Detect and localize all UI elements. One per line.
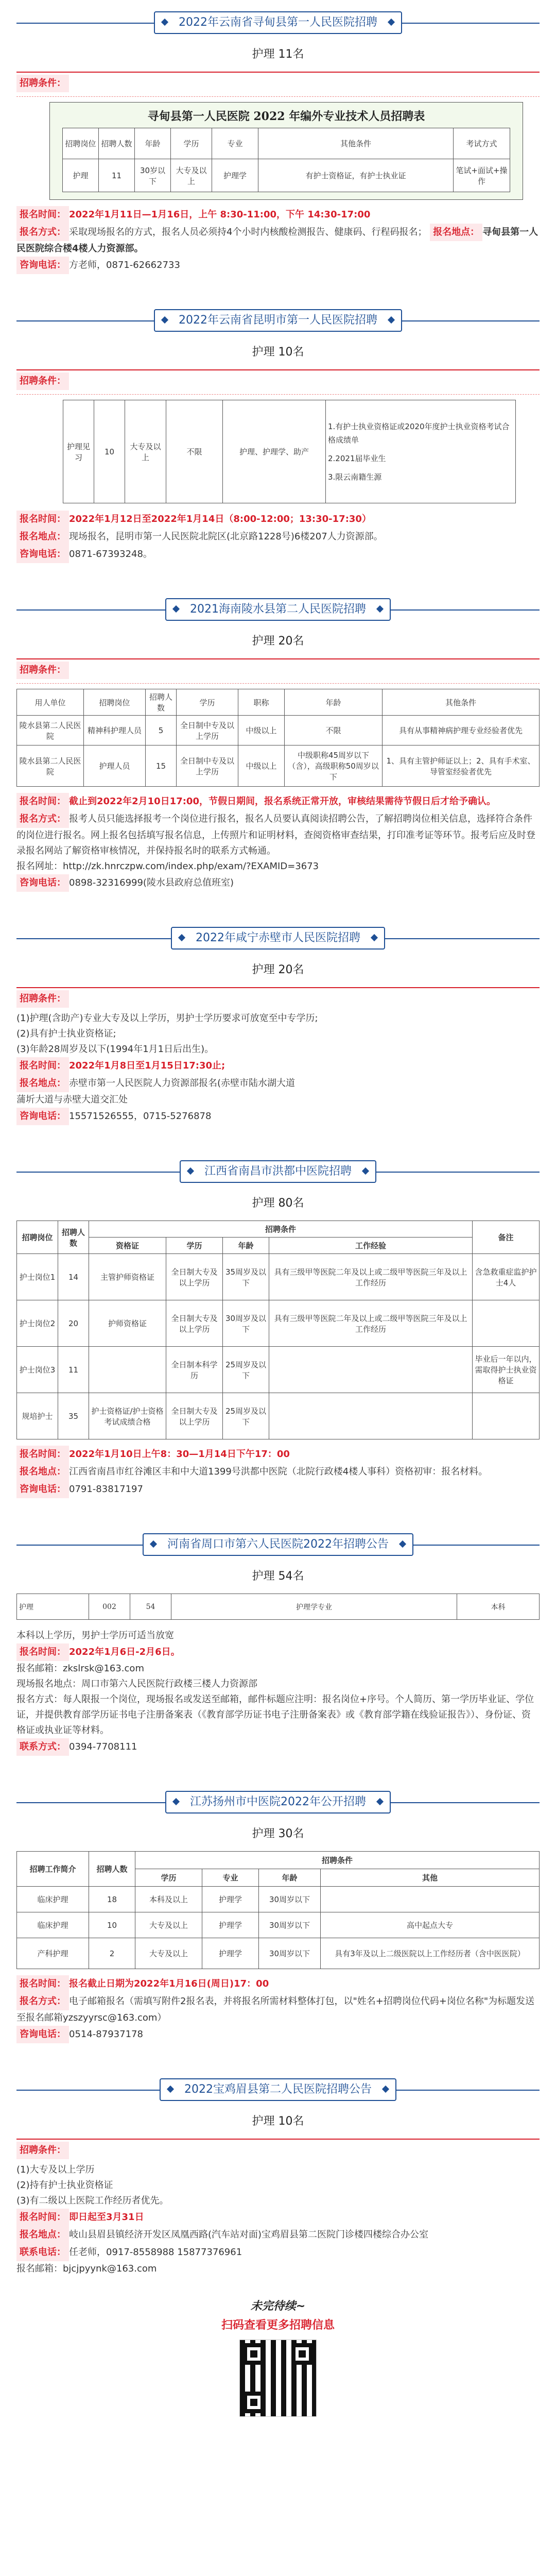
section-2 (16, 305, 540, 563)
table-cell: 产科护理 (17, 1938, 89, 1969)
table-cell: 15 (146, 745, 177, 787)
table-header-row (17, 1238, 540, 1254)
table-cell: 含急救重症监护护士4人 (473, 1254, 540, 1300)
label-conditions: 招聘条件： (16, 75, 69, 92)
table-cell (269, 1347, 473, 1393)
table-header-row (17, 689, 540, 716)
apply-time: 2022年1月12日至2022年1月14日（8:00-12:00；13:30-17:30） (69, 514, 371, 524)
section-4 (16, 923, 540, 1125)
condition-item: (2)具有护士执业资格证; (16, 1028, 116, 1039)
label-address: 报名地点： (430, 224, 482, 241)
table-cell: 具有三级甲等医院二年及以上或二级甲等医院三年及以上工作经历 (269, 1254, 473, 1300)
table-header: 招聘岗位 (17, 1221, 58, 1254)
quota: 护理 11名 (252, 48, 304, 61)
table-cell: 18 (89, 1887, 135, 1912)
table-cell: 全日制大专及以上学历 (166, 1393, 223, 1439)
recruit-table (16, 1221, 540, 1439)
table-cell: 护理 (17, 1594, 89, 1620)
table-cell: 毕业后一年以内，需取得护士执业资格证 (473, 1347, 540, 1393)
table-header: 招聘人数 (99, 128, 135, 159)
table-header-row (63, 128, 510, 159)
table-header: 学历 (177, 689, 238, 716)
table-cell: 精神科护理人员 (84, 716, 146, 745)
label-address: 现场报名地点： (16, 1679, 81, 1689)
table-group-header: 招聘条件 (89, 1221, 473, 1238)
table-cell: 本科及以上 (135, 1887, 202, 1912)
table-header: 年龄 (285, 689, 383, 716)
apply-address: 岐山县眉县镇经济开发区凤凰西路(汽车站对面)宝鸡眉县第二医院门诊楼四楼综合办公室 (69, 2229, 429, 2240)
table-cell: 54 (130, 1594, 171, 1620)
table-cell: 护理学 (202, 1912, 259, 1938)
apply-method: 电子邮箱报名（需填写附件2报名表，并将报名所需材料整体打包，以"姓名+招聘岗位代码+岗位名称"为标题发送至报名邮箱yzszyyrsc@163.com） (16, 1996, 535, 2023)
contact-phone: 0394-7708111 (69, 1741, 137, 1752)
quota: 护理 54名 (252, 1570, 304, 1583)
table-cell: 高中起点大专 (321, 1912, 540, 1938)
table-cell: 具有从事精神病护理专业经验者优先 (383, 716, 540, 745)
table-cell: 中级以上 (238, 745, 285, 787)
table-cell: 10 (94, 400, 125, 503)
quota: 护理 20名 (252, 963, 304, 976)
label-website: 报名网址： (16, 861, 63, 872)
table-row (17, 1300, 540, 1347)
table-cell: 主管护师资格证 (89, 1254, 166, 1300)
table-header: 招聘人数 (89, 1852, 135, 1887)
table-cell: 有护士资格证，有护士执业证 (258, 159, 454, 192)
section-title: 2022年咸宁赤壁市人民医院招聘 (171, 927, 385, 950)
quota: 护理 10名 (252, 2115, 304, 2128)
section-banner (16, 1787, 540, 1818)
section-1 (16, 7, 540, 274)
table-row (17, 1254, 540, 1300)
table-group-header: 招聘条件 (135, 1852, 540, 1869)
label-address: 报名地点： (16, 1463, 69, 1481)
label-phone: 咨询电话： (16, 257, 69, 274)
table-header: 其他 (321, 1869, 540, 1887)
table-row (17, 1938, 540, 1969)
apply-address: 赤壁市第一人民医院人力资源部报名(赤壁市陆水湖大道 (69, 1078, 296, 1089)
table-row (17, 745, 540, 787)
table-cell: 规培护士 (17, 1393, 58, 1439)
table-cell: 5 (146, 716, 177, 745)
table-cell: 全日制大专及以上学历 (166, 1254, 223, 1300)
apply-email[interactable]: bjcjpyynk@163.com (63, 2263, 157, 2274)
apply-method: 报考人员只能选择报考一个岗位进行报名，报名人员要认真阅读招聘公告，了解招聘岗位相关信息，选择符合条件的岗位进行报名。网上报名包括填写报名信息，上传照片和证明材料，查阅资格审查结果，打印准考证等环节。报考后应及时登录报名网站了解资格审核情况，并保持报名时的联系方式畅通。 (16, 814, 535, 856)
condition-item: (1)护理(含助产)专业大专及以上学历，男护士学历要求可放宽至中专学历; (16, 1013, 318, 1024)
table-cell: 临床护理 (17, 1912, 89, 1938)
table-cell: 35 (58, 1393, 89, 1439)
recruit-table (16, 1851, 540, 1969)
table-cell: 1、具有主管护师证以上；2、具有手术室、导管室经验者优先 (383, 745, 540, 787)
table-row (17, 1347, 540, 1393)
label-address: 报名地点： (16, 528, 69, 546)
contact-phone: 0791-83817197 (69, 1484, 143, 1495)
recruit-table (16, 689, 540, 787)
condition-item: 本科以上学历，男护士学历可适当放宽 (16, 1630, 174, 1641)
table-cell: 30周岁及以下 (223, 1300, 269, 1347)
label-email: 报名邮箱： (16, 1663, 63, 1674)
footer (16, 2297, 540, 2417)
section-banner (16, 923, 540, 954)
table-header: 工作经验 (269, 1238, 473, 1254)
apply-time: 截止到2022年2月10日17:00，节假日期间，报名系统正常开放，审核结果需待节假日后才给予确认。 (69, 796, 496, 807)
apply-website[interactable]: http://zk.hnrczpw.com/index.php/exam/?EXAMID=3673 (63, 861, 319, 872)
table-header: 资格证 (89, 1238, 166, 1254)
contact-phone: 方老师，0871-62662733 (69, 260, 180, 270)
label-time: 报名时间： (16, 511, 69, 528)
condition-item: 2.2021届毕业生 (328, 453, 386, 463)
table-cell: 护理、护理学、助产 (223, 400, 326, 503)
quota: 护理 20名 (252, 635, 304, 648)
label-time: 报名时间： (16, 793, 69, 810)
footer-scan-text: 扫码查看更多招聘信息 (221, 2319, 335, 2332)
table-cell: 25周岁及以下 (223, 1393, 269, 1439)
table-cell: 中级以上 (238, 716, 285, 745)
label-time: 报名时间： (16, 206, 69, 224)
section-8 (16, 2074, 540, 2277)
table-cell: 护师资格证 (89, 1300, 166, 1347)
table-header: 专业 (212, 128, 258, 159)
table-cell (321, 1887, 540, 1912)
label-method: 报名方式： (16, 224, 69, 241)
table-cell: 30周岁以下 (259, 1912, 321, 1938)
condition-item: (1)大专及以上学历 (16, 2164, 95, 2175)
condition-item: (3)年龄28周岁及以下(1994年1月1日后出生)。 (16, 1044, 214, 1055)
apply-time: 2022年1月8日至1月15日17:30止; (69, 1060, 225, 1071)
condition-item: 1.有护士执业资格证或2020年度护士执业资格考试合格成绩单 (328, 421, 510, 445)
table-cell: 全日制本科学历 (166, 1347, 223, 1393)
qr-code-icon[interactable] (239, 2340, 317, 2417)
label-address: 报名地点： (16, 2226, 69, 2244)
apply-time: 2022年1月11日—1月16日，上午 8:30-11:00，下午 14:30-17:00 (69, 209, 371, 220)
table-header: 其他条件 (383, 689, 540, 716)
table-header: 年龄 (135, 128, 171, 159)
table-header: 学历 (171, 128, 212, 159)
table-cell: 不限 (285, 716, 383, 745)
table-cell: 护士岗位1 (17, 1254, 58, 1300)
table-cell: 14 (58, 1254, 89, 1300)
table-cell: 陵水县第二人民医院 (17, 716, 84, 745)
table-cell: 大专及以上 (135, 1912, 202, 1938)
label-phone: 咨询电话： (16, 874, 69, 892)
label-method: 报名方式： (16, 1694, 63, 1705)
table-cell: 护士岗位3 (17, 1347, 58, 1393)
contact-phone: 0871-67393248。 (69, 549, 152, 560)
label-phone: 咨询电话： (16, 1108, 69, 1125)
table-row (17, 1887, 540, 1912)
label-email: 报名邮箱： (16, 2263, 63, 2274)
table-cell: 35周岁及以下 (223, 1254, 269, 1300)
table-header: 用人单位 (17, 689, 84, 716)
table-cell: 笔试+面试+操作 (454, 159, 510, 192)
table-cell (269, 1393, 473, 1439)
contact-phone: 15571526555，0715-5276878 (69, 1111, 212, 1122)
table-cell: 陵水县第二人民医院 (17, 745, 84, 787)
table-cell: 002 (89, 1594, 130, 1620)
table-cell: 全日制中专及以上学历 (177, 745, 238, 787)
section-title: 2021海南陵水县第二人民医院招聘 (165, 598, 391, 621)
section-title: 2022年云南省昆明市第一人民医院招聘 (154, 309, 402, 332)
table-row (63, 159, 510, 192)
recruit-table-image (49, 102, 523, 200)
label-phone: 咨询电话： (16, 546, 69, 563)
table-cell: 本科 (457, 1594, 540, 1620)
section-7 (16, 1787, 540, 2043)
label-method: 报名方式： (16, 1993, 69, 2010)
table-cell: 大专及以上 (135, 1938, 202, 1969)
table-header-row (17, 1852, 540, 1869)
table-cell-conditions (326, 400, 516, 503)
table-header: 招聘岗位 (63, 128, 99, 159)
quota: 护理 30名 (252, 1827, 304, 1840)
table-cell: 护理学 (202, 1938, 259, 1969)
table-cell (473, 1300, 540, 1347)
apply-address-cont: 蒲圻大道与赤壁大道交汇处 (16, 1094, 128, 1105)
label-time: 报名时间： (16, 2209, 69, 2226)
table-cell: 护士岗位2 (17, 1300, 58, 1347)
label-phone: 咨询电话： (16, 1481, 69, 1498)
table-cell: 护理人员 (84, 745, 146, 787)
label-time: 报名时间： (16, 1446, 69, 1463)
label-conditions: 招聘条件： (16, 372, 69, 390)
footer-more: 未完待续~ (250, 2300, 306, 2313)
table-cell: 护理学专业 (171, 1594, 457, 1620)
table-header: 其他条件 (258, 128, 454, 159)
section-title: 2022宝鸡眉县第二人民医院招聘公告 (160, 2078, 396, 2101)
apply-method: 每人限报一个岗位，现场报名或发送至邮箱，邮件标题应注明：报名岗位+序号。个人简历、第一学历毕业证、学位证，并提供教育部学历证书电子注册备案表（《教育部学历证书电子注册备案表》或《教育部学籍在线验证报告》）、身份证、资格证或执业证等材料。 (16, 1694, 534, 1736)
condition-item: 3.限云南籍生源 (328, 472, 382, 482)
recruit-table (16, 1594, 540, 1620)
table-header: 招聘人数 (58, 1221, 89, 1254)
apply-address: 寻甸县第一人民医院综合楼4楼人力资源部。 (16, 227, 538, 254)
table-cell: 11 (58, 1347, 89, 1393)
table-header: 招聘工作简介 (17, 1852, 89, 1887)
label-time: 报名时间： (16, 1643, 69, 1661)
section-banner (16, 2074, 540, 2105)
table-header: 职称 (238, 689, 285, 716)
table-cell: 护理 (63, 159, 99, 192)
label-time: 报名时间： (16, 1057, 69, 1075)
apply-address: 现场报名，昆明市第一人民医院北院区(北京路1228号)6楼207人力资源部。 (69, 531, 383, 542)
label-method: 报名方式： (16, 810, 69, 828)
condition-item: (2)持有护士执业资格证 (16, 2180, 113, 2191)
table-cell: 25周岁及以下 (223, 1347, 269, 1393)
table-header: 学历 (135, 1869, 202, 1887)
section-title: 江西省南昌市洪都中医院招聘 (180, 1160, 376, 1183)
table-cell (89, 1347, 166, 1393)
table-cell: 不限 (166, 400, 223, 503)
section-5 (16, 1156, 540, 1498)
section-title: 河南省周口市第六人民医院2022年招聘公告 (143, 1533, 413, 1556)
table-header: 年龄 (259, 1869, 321, 1887)
table-cell: 30周岁以下 (259, 1887, 321, 1912)
apply-address: 江西省南昌市红谷滩区丰和中大道1399号洪都中医院（北院行政楼4楼人事科）资格初审：报名材料。 (69, 1466, 488, 1477)
section-3 (16, 594, 540, 892)
contact-phone: 0898-32316999(陵水县政府总值班室) (69, 877, 234, 888)
table-header-row (17, 1221, 540, 1238)
section-banner (16, 1156, 540, 1187)
apply-address: 周口市第六人民医院行政楼三楼人力资源部 (81, 1679, 257, 1689)
table-cell: 护理学 (212, 159, 258, 192)
table-header: 备注 (473, 1221, 540, 1254)
label-conditions: 招聘条件： (16, 662, 69, 679)
section-banner (16, 305, 540, 336)
table-row (17, 1594, 540, 1620)
table-title: 寻甸县第一人民医院 2022 年编外专业技术人员招聘表 (147, 110, 425, 123)
table-header: 年龄 (223, 1238, 269, 1254)
table-row (17, 1393, 540, 1439)
table-cell: 20 (58, 1300, 89, 1347)
section-banner (16, 594, 540, 625)
table-cell: 中级职称45周岁以下（含），高级职称50周岁以下 (285, 745, 383, 787)
table-cell: 11 (99, 159, 135, 192)
table-header: 考试方式 (454, 128, 510, 159)
table-cell: 大专及以上 (125, 400, 166, 503)
section-banner (16, 1529, 540, 1560)
condition-item: (3)有二级以上医院工作经历者优先。 (16, 2195, 169, 2206)
table-cell: 全日制中专及以上学历 (177, 716, 238, 745)
apply-method: 采取现场报名的方式，报名人员必须持4个小时内核酸检测报告、健康码、行程码报名； (69, 227, 427, 238)
table-header: 招聘岗位 (84, 689, 146, 716)
table-header: 招聘人数 (146, 689, 177, 716)
table-cell: 30岁以下 (135, 159, 171, 192)
section-title: 江苏扬州市中医院2022年公开招聘 (165, 1791, 391, 1814)
apply-time: 2022年1月6日-2月6日。 (69, 1647, 180, 1657)
table-cell: 10 (89, 1912, 135, 1938)
table-cell: 大专及以上 (171, 159, 212, 192)
section-banner (16, 7, 540, 38)
table-cell: 2 (89, 1938, 135, 1969)
table-cell: 护理见习 (63, 400, 94, 503)
table-cell: 护理学 (202, 1887, 259, 1912)
label-phone: 联系电话： (16, 2244, 69, 2261)
table-cell (473, 1393, 540, 1439)
table-row (17, 1912, 540, 1938)
label-address: 报名地点： (16, 1075, 69, 1092)
label-conditions: 招聘条件： (16, 2142, 69, 2159)
table-row (63, 400, 516, 503)
contact-phone: 任老师，0917-8558988 15877376961 (69, 2247, 242, 2258)
label-phone: 咨询电话： (16, 2026, 69, 2043)
label-time: 报名时间： (16, 1975, 69, 1993)
recruit-table (63, 400, 516, 503)
recruit-table (62, 128, 510, 192)
table-row (17, 716, 540, 745)
quota: 护理 10名 (252, 346, 304, 359)
section-6 (16, 1529, 540, 1756)
table-cell: 具有3年及以上二级医院以上工作经历者（含中医医院） (321, 1938, 540, 1969)
apply-email[interactable]: zkslrsk@163.com (63, 1663, 144, 1674)
table-cell: 临床护理 (17, 1887, 89, 1912)
apply-time: 即日起至3月31日 (69, 2212, 144, 2223)
table-header: 学历 (166, 1238, 223, 1254)
table-cell: 具有三级甲等医院二年及以上或二级甲等医院三年及以上工作经历 (269, 1300, 473, 1347)
contact-phone: 0514-87937178 (69, 2029, 143, 2040)
apply-time: 报名截止日期为2022年1月16日(周日)17：00 (69, 1978, 269, 1989)
label-conditions: 招聘条件： (16, 990, 69, 1008)
table-header: 专业 (202, 1869, 259, 1887)
table-cell: 护士资格证/护士资格考试成绩合格 (89, 1393, 166, 1439)
section-title: 2022年云南省寻甸县第一人民医院招聘 (154, 11, 402, 34)
apply-time: 2022年1月10日上午8：30—1月14日下午17：00 (69, 1449, 290, 1460)
label-phone: 联系方式： (16, 1738, 69, 1756)
table-cell: 30周岁以下 (259, 1938, 321, 1969)
quota: 护理 80名 (252, 1197, 304, 1210)
table-cell: 全日制大专及以上学历 (166, 1300, 223, 1347)
